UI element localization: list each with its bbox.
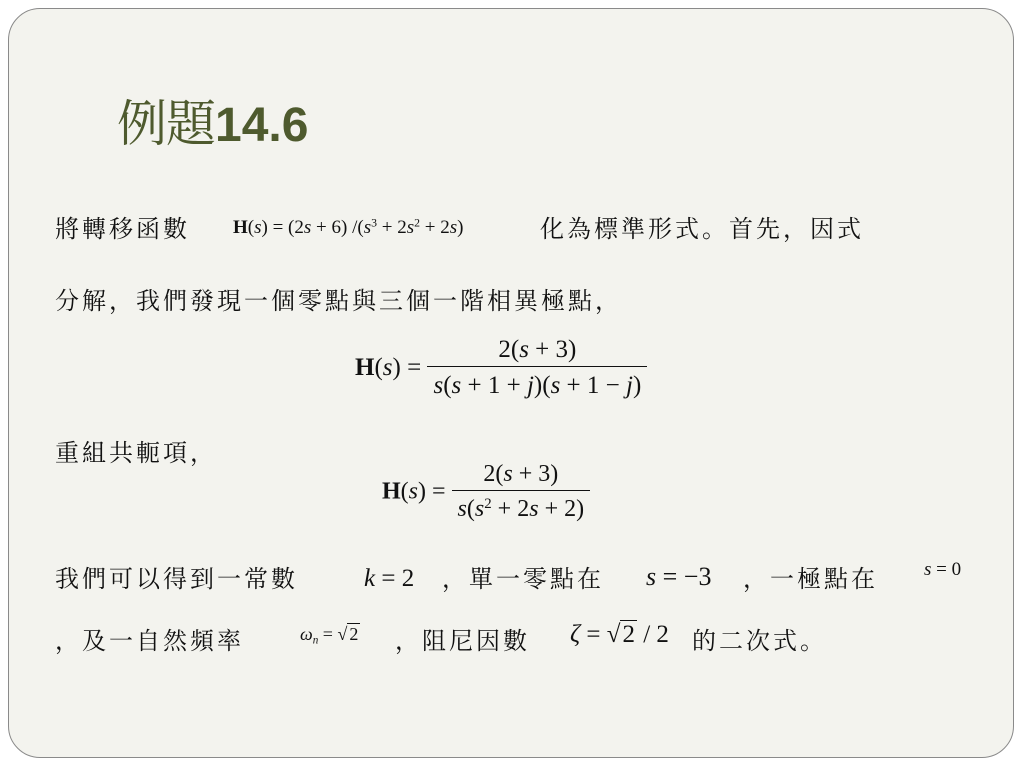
para3-text-c: ，一極點在 [743,565,878,593]
damping-factor-equation: ζ = √2 / 2 [570,621,669,648]
natural-frequency-equation: $\omega_n$ = √ 2 [300,624,359,647]
para1-text-before: 將轉移函數 [55,215,190,243]
para3-text-a: 我們可以得到一常數 [55,565,298,593]
para3-text-b: ，單一零點在 [442,565,604,593]
constant-k-equation: k = 2 [364,565,415,592]
slide-title [117,84,308,156]
equation-factored: H(s) = $\frac{2(s + 3)}{s(s + 1 + j)(s + 1 - j)}$ [355,337,647,398]
equation-recombined: H(s) = $\frac{2(s + 3)}{s(s^2 + 2s + 2)}$ [382,462,590,521]
para3-text-e: ，阻尼因數 [395,627,530,655]
para1-text-after: 化為標準形式。首先，因式 [540,215,864,243]
zero-location-equation: s = −3 [646,562,712,591]
para1-text-line2: 分解，我們發現一個零點與三個一階相異極點， [55,287,622,315]
para3-text-d: ，及一自然頻率 [55,627,244,655]
transfer-function-inline: H(s) = (2s + 6) $/(s^3 + 2s^2 + 2s)$ [233,216,464,238]
para2-text: 重組共軛項， [55,439,217,467]
pole-location-equation: s = 0 [924,559,962,580]
title-number: 14.6 [215,99,309,152]
para3-text-f: 的二次式。 [692,627,827,655]
title-prefix: 例題 [117,95,215,153]
